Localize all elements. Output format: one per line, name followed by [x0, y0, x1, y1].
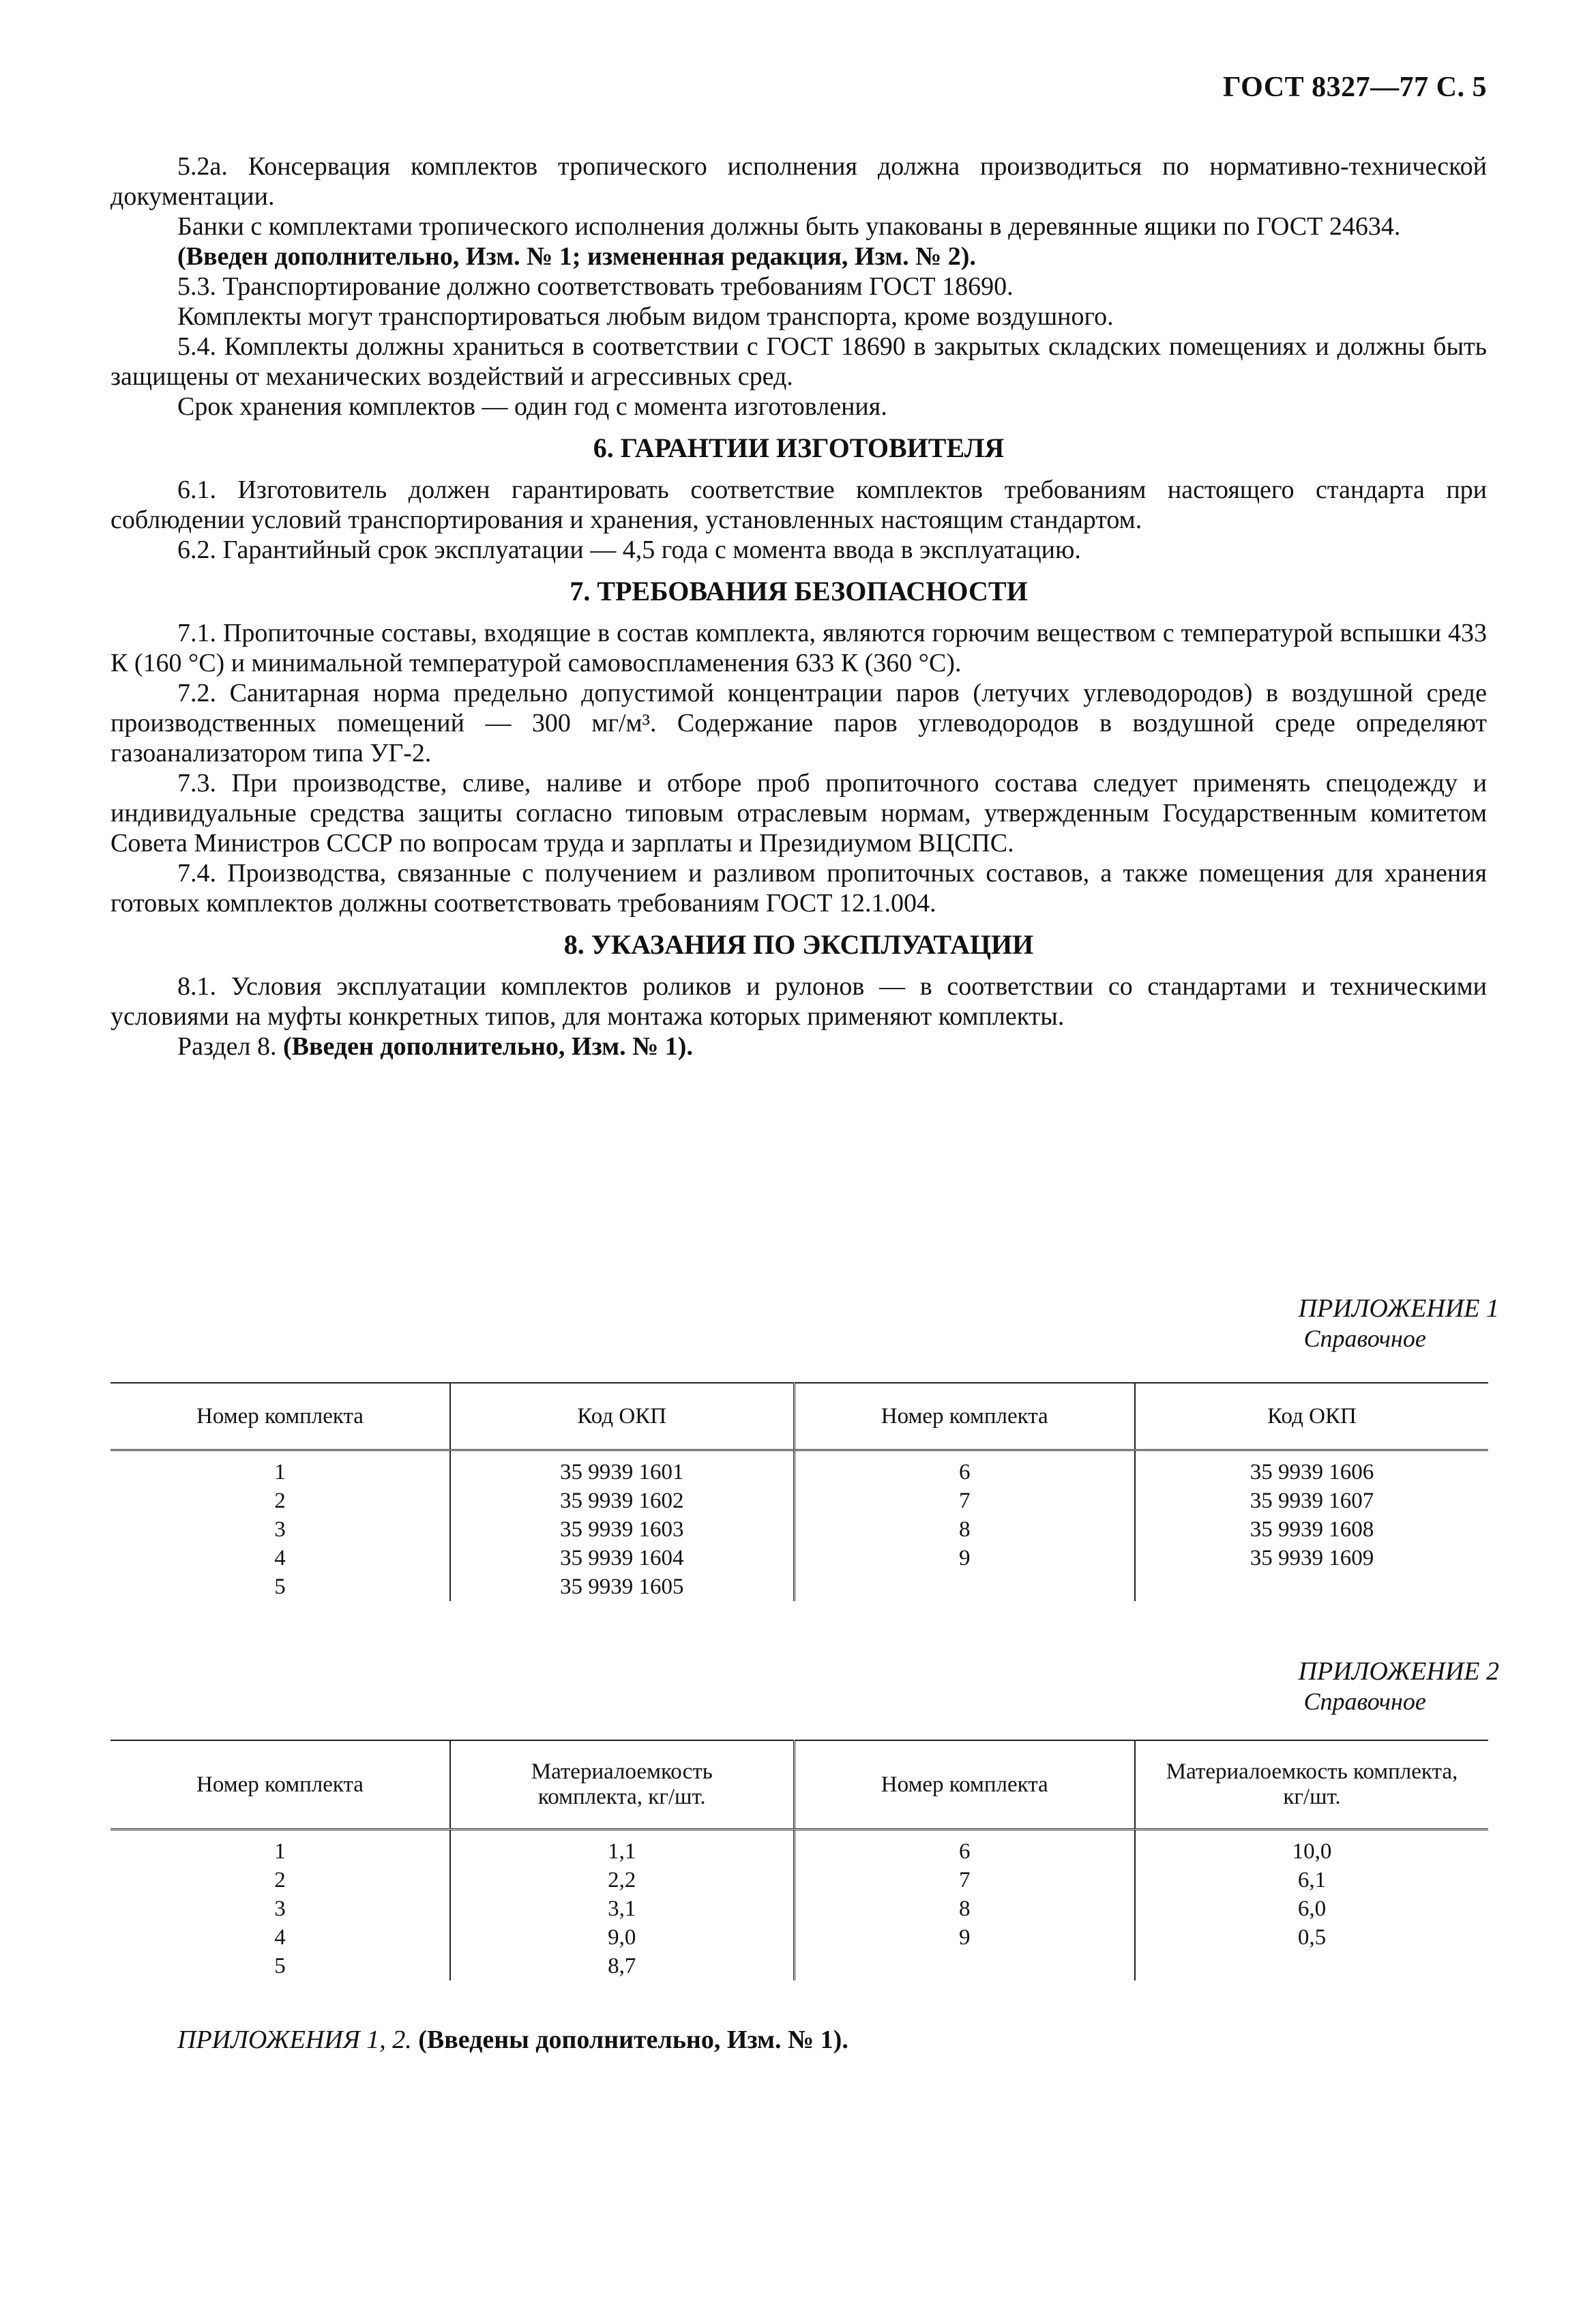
table-cell: 7: [794, 1487, 1135, 1515]
table-row: [110, 1866, 1488, 1894]
table-cell: 35 9939 1608: [1135, 1515, 1488, 1544]
section-8-note-amendment: (Введен дополнительно, Изм. № 1).: [283, 1032, 693, 1061]
table-header-cell: Код ОКП: [450, 1383, 794, 1450]
table-row: [110, 1894, 1488, 1923]
paragraph-transport: Комплекты могут транспортироваться любым видом транспорта, кроме воздушного.: [177, 302, 1114, 331]
section-8-note-label: Раздел 8.: [177, 1032, 283, 1061]
table-row: [110, 1572, 1488, 1601]
appendix-2-table: [110, 1740, 1488, 1980]
paragraph-5-4: 5.4. Комплекты должны храниться в соответствии с ГОСТ 18690 в закрытых складских помещениях и должны быть защищены от механических воздействий и агрессивных сред.: [110, 332, 1487, 391]
table-cell: 1,1: [450, 1830, 794, 1867]
paragraph-6-2: 6.2. Гарантийный срок эксплуатации — 4,5 года с момента ввода в эксплуатацию.: [177, 536, 1081, 564]
appendix-2-subtitle: Справочное: [1303, 1688, 1426, 1715]
paragraph-7-3: 7.3. При производстве, сливе, наливе и отборе проб пропиточного состава следует применять спецодежду и индивидуальные средства защиты согласно типовым отраслевым нормам, утвержденным Государственным комитетом Совета Министров СССР по вопросам труда и зарплаты и Президиумом ВЦСПС.: [110, 769, 1487, 858]
table-row: [110, 1952, 1488, 1980]
appendix-amendment-note: [177, 2025, 848, 2055]
table-cell: 35 9939 1602: [450, 1487, 794, 1515]
appendix-note-amendment: (Введены дополнительно, Изм. № 1).: [418, 2025, 848, 2054]
table-header-cell: Код ОКП: [1135, 1383, 1488, 1450]
table-cell: 35 9939 1603: [450, 1515, 794, 1544]
table-cell: 10,0: [1135, 1830, 1488, 1867]
table-row: [110, 1515, 1488, 1544]
paragraph-7-2: 7.2. Санитарная норма предельно допустимой концентрации паров (летучих углеводородов) в воздушной среде производственных помещений — 300 мг/м³. Содержание паров углеводородов в воздушной среде определяют газоанализатором типа УГ-2.: [110, 679, 1487, 767]
table-header-row: [110, 1740, 1488, 1830]
table-cell: 1: [274, 1839, 286, 1864]
table-cell: 35 9939 1609: [1135, 1544, 1488, 1572]
table-row: [110, 1830, 1488, 1867]
table-cell: 4: [274, 1925, 286, 1950]
table-cell: 4: [274, 1546, 286, 1570]
section-7-title: 7. ТРЕБОВАНИЯ БЕЗОПАСНОСТИ: [570, 576, 1028, 606]
appendix-2-heading: [1299, 1656, 1499, 1716]
table-header-cell: Материалоемкость комплекта, кг/шт.: [450, 1740, 794, 1830]
table-header-cell: Номер комплекта: [794, 1383, 1135, 1450]
table-header-cell: Материалоемкость комплекта, кг/шт.: [1135, 1740, 1488, 1830]
table-cell: 6,1: [1135, 1866, 1488, 1894]
table-cell: 35 9939 1601: [450, 1450, 794, 1487]
appendix-1-heading: [1299, 1293, 1499, 1353]
paragraph-amendment: (Введен дополнительно, Изм. № 1; измененная редакция, Изм. № 2).: [177, 242, 976, 271]
section-6-title: 6. ГАРАНТИИ ИЗГОТОВИТЕЛЯ: [593, 433, 1005, 463]
table-cell: 3: [274, 1897, 286, 1921]
table-cell: 7: [794, 1866, 1135, 1894]
table-cell: 5: [274, 1575, 286, 1599]
paragraph-5-3: 5.3. Транспортирование должно соответствовать требованиям ГОСТ 18690.: [177, 272, 1014, 301]
table-header-cell: Номер комплекта: [110, 1740, 450, 1830]
paragraph-section-8-note: [110, 1031, 1487, 1062]
paragraph-7-4: 7.4. Производства, связанные с получением и разливом пропиточных составов, а также помещения для хранения готовых комплектов должны соответствовать требованиям ГОСТ 12.1.004.: [110, 859, 1487, 918]
table-cell: [794, 1572, 1135, 1601]
table-cell: 9,0: [450, 1923, 794, 1952]
paragraph-8-1: 8.1. Условия эксплуатации комплектов роликов и рулонов — в соответствии со стандартами и техническими условиями на муфты конкретных типов, для монтажа которых применяют комплекты.: [110, 972, 1487, 1031]
appendix-1-table: [110, 1382, 1488, 1601]
table-cell: [1135, 1572, 1488, 1601]
table-row: [110, 1487, 1488, 1515]
table-cell: 3,1: [450, 1894, 794, 1923]
table-cell: 9: [794, 1923, 1135, 1952]
table-cell: 8,7: [450, 1952, 794, 1980]
paragraph-6-1: 6.1. Изготовитель должен гарантировать соответствие комплектов требованиям настоящего стандарта при соблюдении условий транспортирования и хранения, установленных настоящим стандартом.: [110, 475, 1487, 534]
table-header-cell: Номер комплекта: [794, 1740, 1135, 1830]
table-cell: 5: [274, 1954, 286, 1978]
table-cell: 35 9939 1607: [1135, 1487, 1488, 1515]
main-text: [110, 151, 1487, 1062]
table-cell: 6: [794, 1830, 1135, 1867]
table-cell: 9: [794, 1544, 1135, 1572]
appendix-note-label: ПРИЛОЖЕНИЯ 1, 2.: [177, 2025, 412, 2054]
table-cell: 6: [794, 1450, 1135, 1487]
table-cell: 2: [274, 1868, 286, 1892]
table-row: [110, 1923, 1488, 1952]
section-8-title: 8. УКАЗАНИЯ ПО ЭКСПЛУАТАЦИИ: [563, 929, 1034, 960]
table-cell: 0,5: [1135, 1923, 1488, 1952]
table-header-cell: Номер комплекта: [110, 1383, 450, 1450]
table-cell: 35 9939 1605: [450, 1572, 794, 1601]
appendix-1-title: ПРИЛОЖЕНИЕ 1: [1298, 1294, 1499, 1323]
table-cell: 8: [794, 1515, 1135, 1544]
table-cell: 6,0: [1135, 1894, 1488, 1923]
table-cell: 2,2: [450, 1866, 794, 1894]
table-header-row: [110, 1383, 1488, 1450]
paragraph-5-2a: 5.2а. Консервация комплектов тропического исполнения должна производиться по нормативно-технической документации.: [110, 152, 1487, 211]
table-row: [110, 1544, 1488, 1572]
appendix-1-subtitle: Справочное: [1303, 1325, 1426, 1352]
table-cell: 8: [794, 1894, 1135, 1923]
table-cell: 35 9939 1604: [450, 1544, 794, 1572]
table-cell: 1: [274, 1460, 286, 1484]
table-row: [110, 1450, 1488, 1487]
paragraph-storage-term: Срок хранения комплектов — один год с момента изготовления.: [177, 392, 887, 421]
table-cell: 35 9939 1606: [1135, 1450, 1488, 1487]
paragraph-packaging: Банки с комплектами тропического исполнения должны быть упакованы в деревянные ящики по ГОСТ 24634.: [177, 212, 1401, 241]
paragraph-7-1: 7.1. Пропиточные составы, входящие в состав комплекта, являются горючим веществом с температурой вспышки 433 К (160 °С) и минимальной температурой самовоспламенения 633 К (360 °С).: [110, 619, 1487, 677]
table-cell: 3: [274, 1517, 286, 1542]
table-cell: 2: [274, 1489, 286, 1513]
page-header: ГОСТ 8327—77 С. 5: [1222, 72, 1487, 103]
appendix-2-title: ПРИЛОЖЕНИЕ 2: [1298, 1657, 1499, 1686]
table-cell: [1135, 1952, 1488, 1980]
table-cell: [794, 1952, 1135, 1980]
